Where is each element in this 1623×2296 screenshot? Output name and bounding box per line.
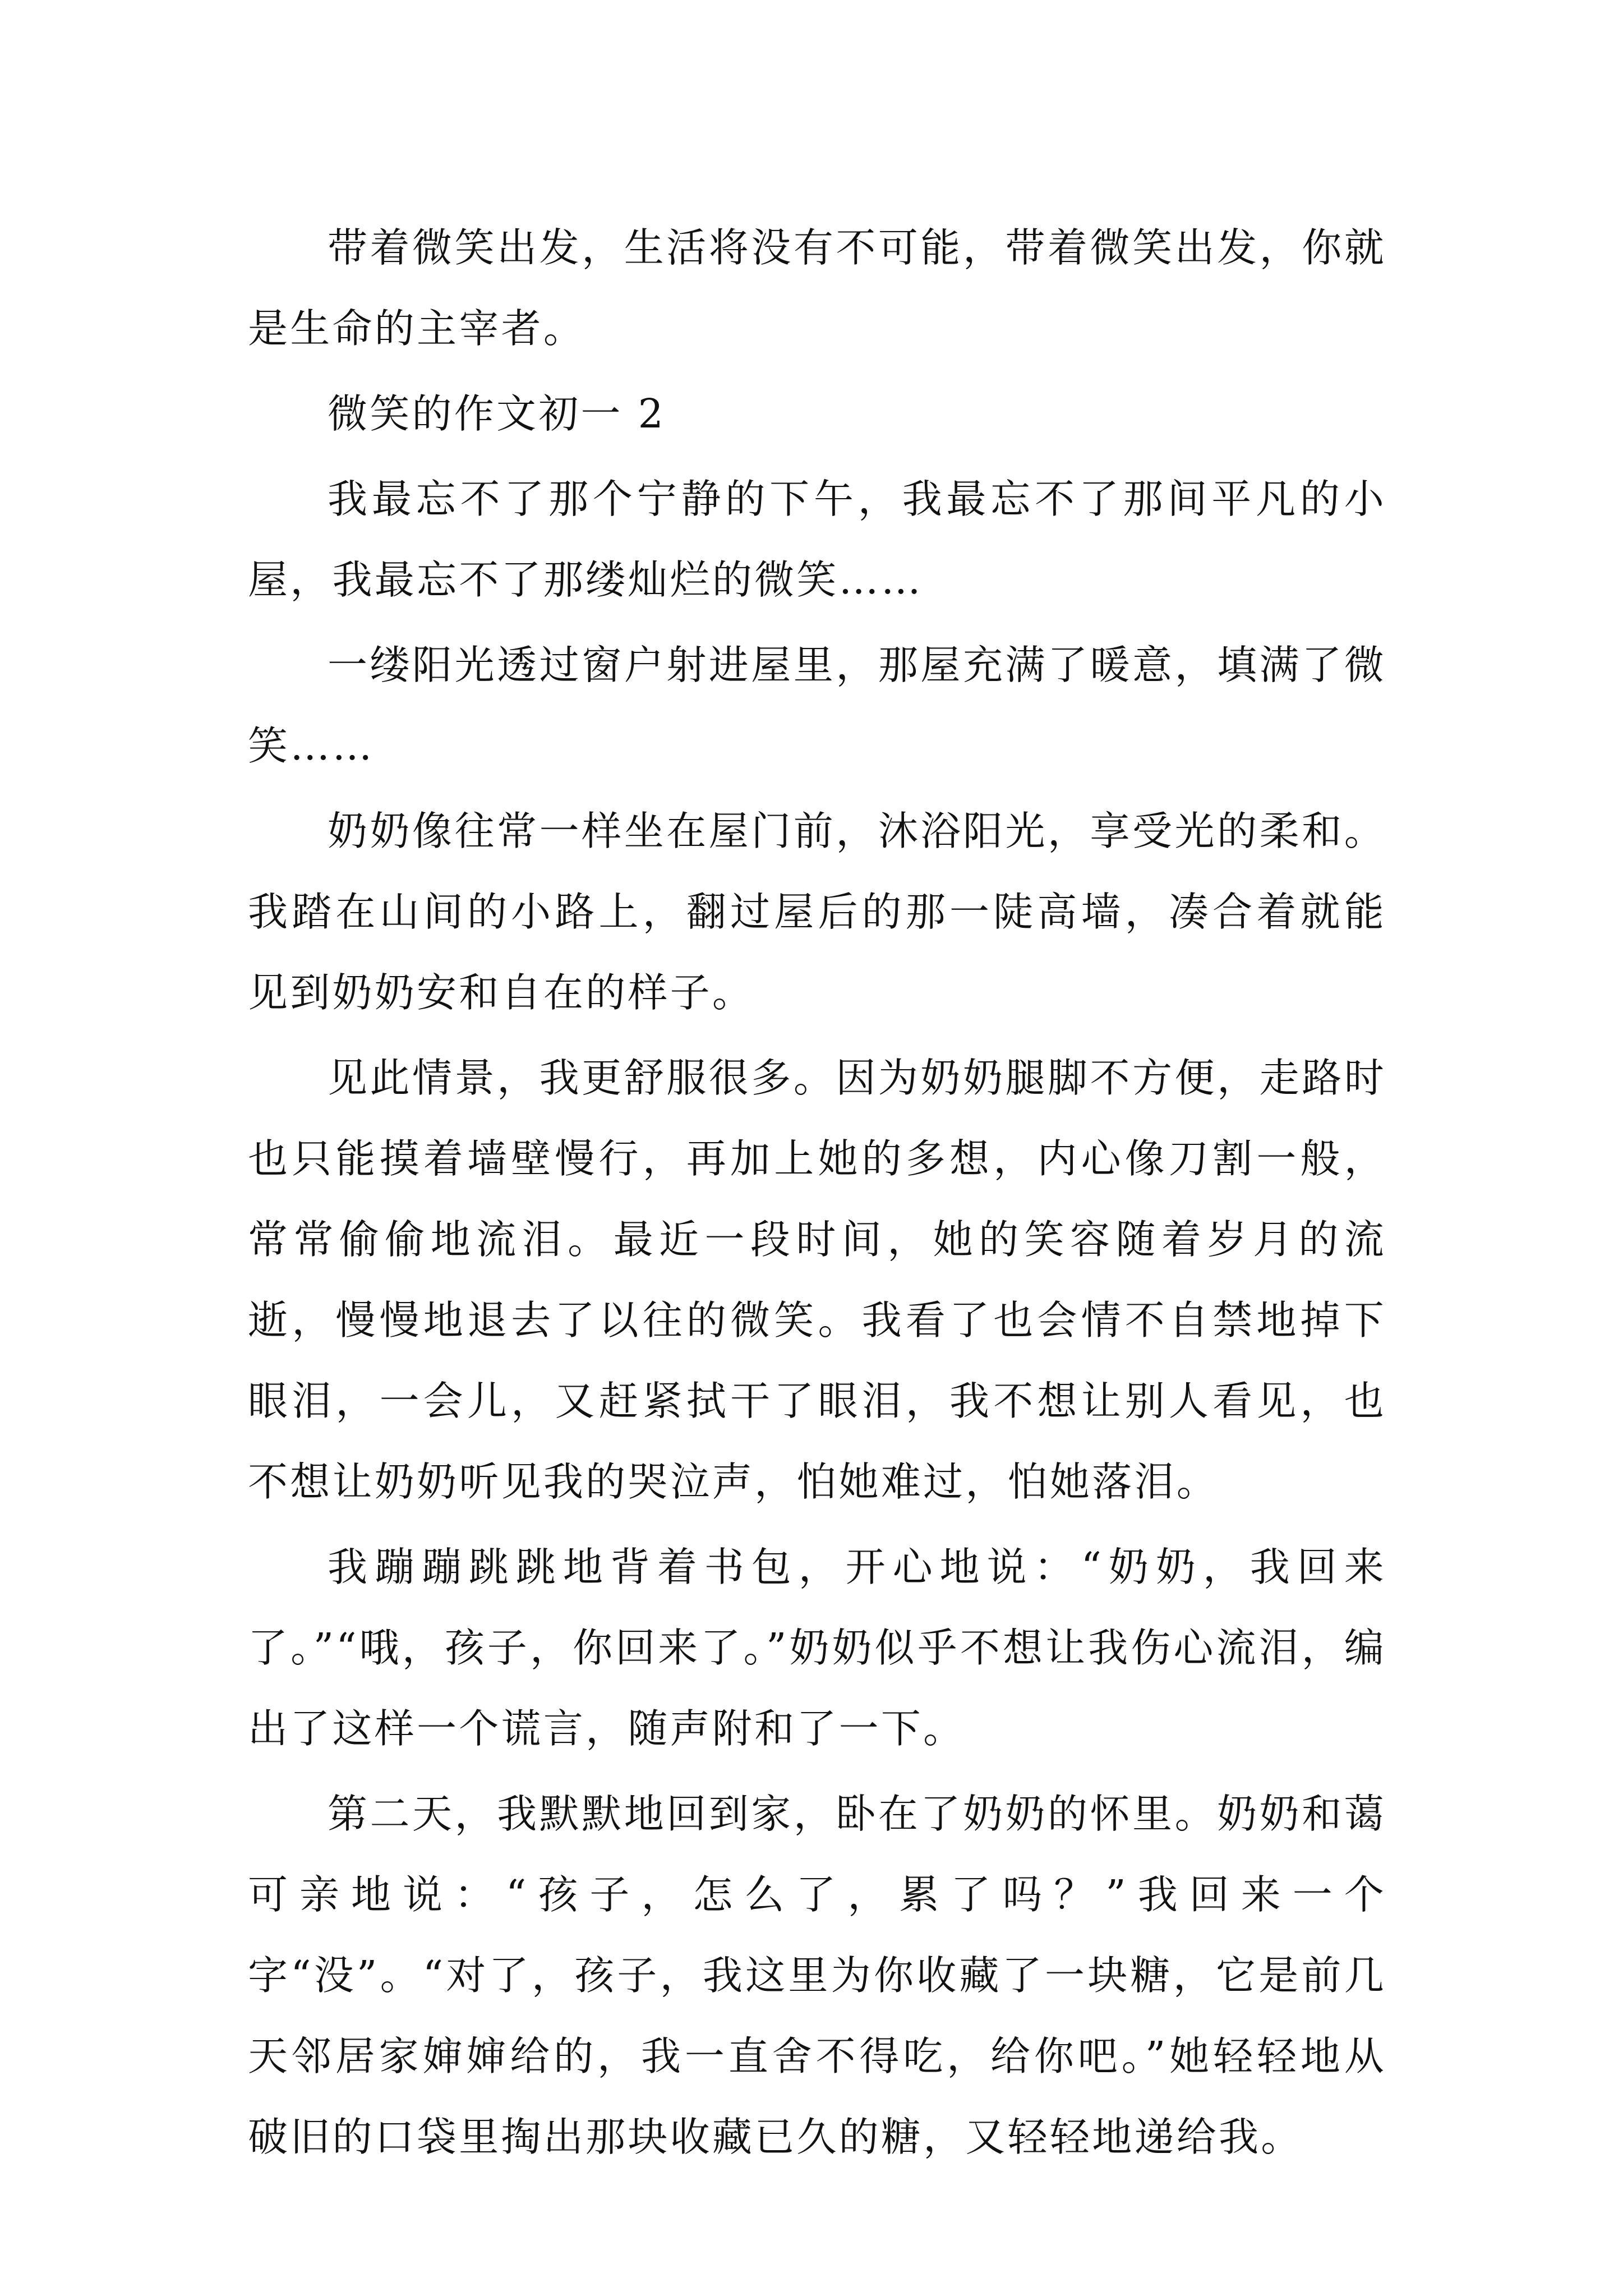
- paragraph-4: 奶奶像往常一样坐在屋门前，沐浴阳光，享受光的柔和。我踏在山间的小路上，翻过屋后的那一陡高墙，凑合着就能见到奶奶安和自在的样子。: [248, 808, 1386, 1016]
- paragraph-1: 带着微笑出发，生活将没有不可能，带着微笑出发，你就是生命的主宰者。: [248, 224, 1386, 352]
- paragraph-3: 一缕阳光透过窗户射进屋里，那屋充满了暖意，填满了微笑……: [248, 642, 1386, 769]
- paragraph-5: 见此情景，我更舒服很多。因为奶奶腿脚不方便，走路时也只能摸着墙壁慢行，再加上她的多想，内心像刀割一般，常常偷偷地流泪。最近一段时间，她的笑容随着岁月的流逝，慢慢地退去了以往的微笑。我看了也会情不自禁地掉下眼泪，一会儿，又赶紧拭干了眼泪，我不想让别人看见，也不想让奶奶听见我的哭泣声，怕她难过，怕她落泪。: [248, 1055, 1386, 1505]
- paragraph-6: 我蹦蹦跳跳地背着书包，开心地说：“奶奶，我回来了。”“哦，孩子，你回来了。”奶奶似乎不想让我伤心流泪，编出了这样一个谎言，随声附和了一下。: [248, 1544, 1386, 1752]
- section-heading: 微笑的作文初一 2: [328, 390, 666, 437]
- document-body: [248, 208, 1386, 2182]
- paragraph-2: 我最忘不了那个宁静的下午，我最忘不了那间平凡的小屋，我最忘不了那缕灿烂的微笑……: [248, 476, 1386, 603]
- paragraph-7: 第二天，我默默地回到家，卧在了奶奶的怀里。奶奶和蔼可亲地说：“孩子，怎么了，累了吗？”我回来一个字“没”。“对了，孩子，我这里为你收藏了一块糖，它是前几天邻居家婶婶给的，我一直舍不得吃，给你吧。”她轻轻地从破旧的口袋里掏出那块收藏已久的糖，又轻轻地递给我。: [248, 1791, 1386, 2160]
